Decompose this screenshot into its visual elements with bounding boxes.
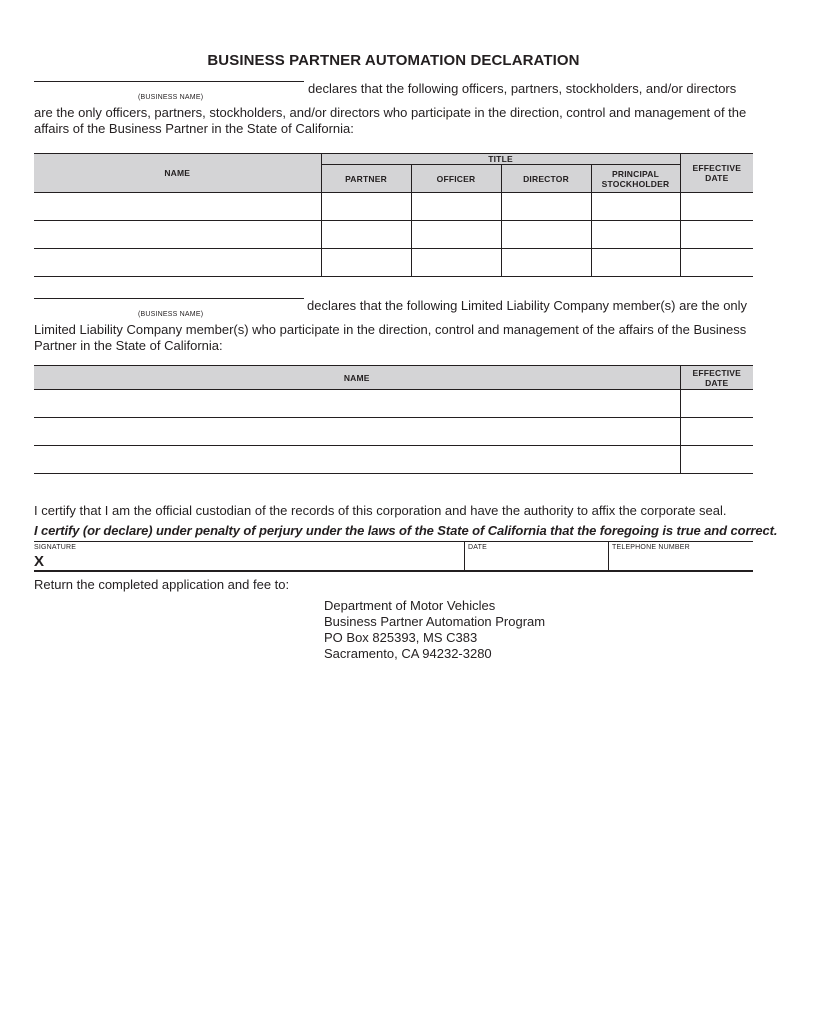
llc-effective-date-cell[interactable] [680,390,753,418]
llc-name-cell[interactable] [34,418,680,446]
address-line2: Business Partner Automation Program [324,614,546,629]
address-line1: Department of Motor Vehicles [324,598,496,613]
partner-column-header: PARTNER [321,165,411,193]
principal-header-line1: PRINCIPAL [612,168,660,179]
partner-cell[interactable] [321,221,411,249]
custodian-certification: I certify that I am the official custodian of the records of this corporation and have the authority to affix the corporate seal. [34,503,727,518]
effective-header-line2: DATE [705,173,729,183]
name-cell[interactable] [34,193,321,221]
director-cell[interactable] [501,249,591,277]
address-line4: Sacramento, CA 94232-3280 [324,646,492,661]
effective-date-cell[interactable] [680,193,753,221]
principal-cell[interactable] [591,249,680,277]
principal-stockholder-column-header [591,165,680,193]
name-column-header: NAME [34,154,321,193]
address-line3: PO Box 825393, MS C383 [324,630,478,645]
table-row [34,249,753,277]
officer-cell[interactable] [411,249,501,277]
principal-cell[interactable] [591,221,680,249]
signature-double-rule [34,571,753,572]
officers-table [34,153,753,277]
director-cell[interactable] [501,193,591,221]
effective-date-cell[interactable] [680,221,753,249]
section2-paragraph-line1: Limited Liability Company member(s) who participate in the direction, control and management of the affairs of the Business [34,322,747,337]
business-name-label-1: (BUSINESS NAME) [138,94,204,101]
director-cell[interactable] [501,221,591,249]
llc-members-table [34,365,753,474]
mailing-address [324,598,545,662]
llc-effective-header-line1: EFFECTIVE [692,367,742,378]
business-name-label-2: (BUSINESS NAME) [138,311,204,318]
partner-cell[interactable] [321,193,411,221]
principal-cell[interactable] [591,193,680,221]
table-row [34,221,753,249]
section1-paragraph-line1: are the only officers, partners, stockholders, and/or directors who participate in the direction, control and management of the [34,105,747,120]
date-field[interactable] [464,542,609,570]
llc-effective-header-line2: DATE [705,377,729,388]
table-row [34,446,753,474]
effective-date-column-header [680,154,753,193]
officer-cell[interactable] [411,193,501,221]
name-cell[interactable] [34,221,321,249]
date-label: DATE [468,544,487,551]
name-cell[interactable] [34,249,321,277]
llc-name-column-header: NAME [34,366,680,390]
section2-paragraph-line2: Partner in the State of California: [34,338,223,353]
return-instructions: Return the completed application and fee to: [34,577,290,592]
officer-cell[interactable] [411,221,501,249]
table-row [34,390,753,418]
signature-label: SIGNATURE [34,544,77,551]
signature-x-mark: X [34,553,45,570]
llc-name-cell[interactable] [34,390,680,418]
officer-column-header: OFFICER [411,165,501,193]
telephone-field[interactable] [608,542,754,570]
llc-name-cell[interactable] [34,446,680,474]
effective-date-cell[interactable] [680,249,753,277]
business-name-field-2[interactable] [34,298,304,299]
section1-paragraph-line2: affairs of the Business Partner in the State of California: [34,121,354,136]
declares-text-1: declares that the following officers, partners, stockholders, and/or directors [308,81,737,96]
form-title: BUSINESS PARTNER AUTOMATION DECLARATION [207,52,580,69]
signature-field[interactable] [34,542,464,570]
telephone-label: TELEPHONE NUMBER [612,544,690,551]
llc-effective-date-cell[interactable] [680,446,753,474]
business-name-field-1[interactable] [34,81,304,82]
table-row [34,193,753,221]
signature-row [34,541,753,571]
director-column-header: DIRECTOR [501,165,591,193]
partner-cell[interactable] [321,249,411,277]
table-row [34,418,753,446]
llc-effective-date-column-header [680,366,753,390]
declares-text-2: declares that the following Limited Liability Company member(s) are the only [307,298,748,313]
principal-header-line2: STOCKHOLDER [601,178,670,189]
effective-header-line1: EFFECTIVE [692,163,742,173]
llc-effective-date-cell[interactable] [680,418,753,446]
title-column-group-header: TITLE [321,154,680,165]
perjury-certification: I certify (or declare) under penalty of perjury under the laws of the State of California that the foregoing is true and correct. [34,523,778,538]
